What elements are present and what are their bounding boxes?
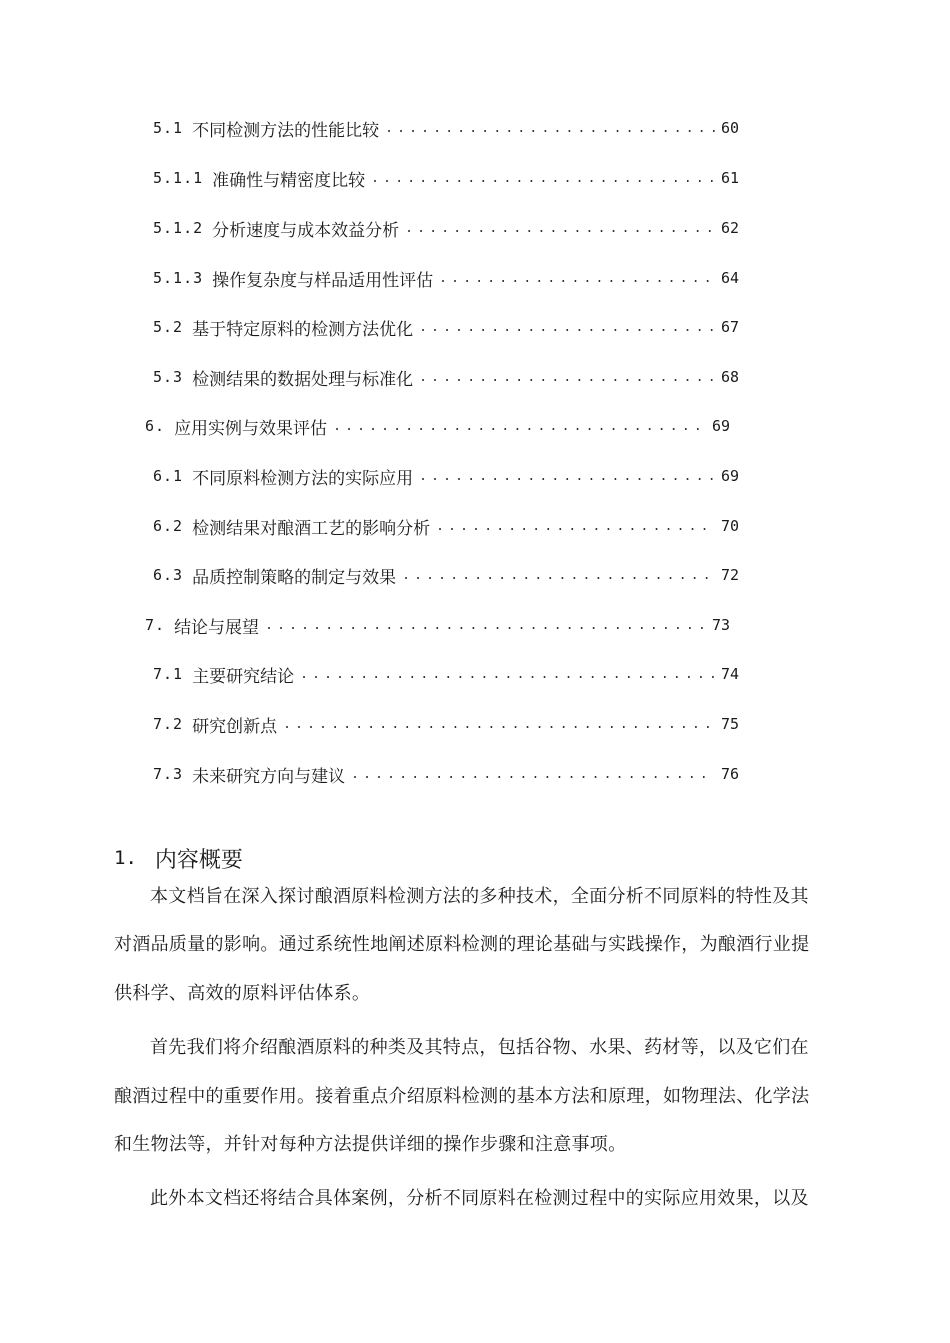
toc-page-number: 64 xyxy=(720,269,739,287)
toc-leader-dots xyxy=(265,618,706,633)
toc-title: 基于特定原料的检测方法优化 xyxy=(192,319,414,340)
paragraph-line: 首先我们将介绍酿酒原料的种类及其特点，包括谷物、水果、药材等，以及它们在 xyxy=(150,1037,809,1058)
toc-entry[interactable] xyxy=(153,215,739,241)
toc-number: 6.1 xyxy=(153,467,184,485)
section-number: 1. xyxy=(114,847,137,870)
toc-entry[interactable] xyxy=(153,364,739,390)
toc-page-number: 69 xyxy=(711,417,730,435)
toc-title: 主要研究结论 xyxy=(192,666,295,687)
toc-title: 操作复杂度与样品适用性评估 xyxy=(212,270,434,291)
toc-title: 不同原料检测方法的实际应用 xyxy=(192,468,414,489)
toc-page-number: 67 xyxy=(720,318,739,336)
toc-title: 品质控制策略的制定与效果 xyxy=(192,567,397,588)
toc-leader-dots xyxy=(405,221,715,236)
toc-leader-dots xyxy=(402,568,715,583)
paragraph-line: 对酒品质量的影响。通过系统性地阐述原料检测的理论基础与实践操作，为酿酒行业提 xyxy=(114,934,810,955)
toc-number: 5.1.3 xyxy=(153,269,204,287)
toc-entry[interactable] xyxy=(153,661,739,687)
toc-number: 5.1 xyxy=(153,119,184,137)
toc-number: 7.2 xyxy=(153,715,184,733)
toc-title: 分析速度与成本效益分析 xyxy=(212,220,400,241)
toc-page-number: 72 xyxy=(720,566,739,584)
toc-title: 研究创新点 xyxy=(192,716,278,737)
toc-number: 6.3 xyxy=(153,566,184,584)
paragraph-line: 和生物法等，并针对每种方法提供详细的操作步骤和注意事项。 xyxy=(114,1134,627,1155)
toc-entry[interactable] xyxy=(153,761,739,787)
toc-entry[interactable] xyxy=(153,314,739,340)
toc-entry[interactable] xyxy=(153,513,739,539)
toc-entry[interactable] xyxy=(145,612,730,638)
toc-number: 5.1.2 xyxy=(153,219,204,237)
toc-page-number: 76 xyxy=(720,765,739,783)
paragraph-line: 酿酒过程中的重要作用。接着重点介绍原料检测的基本方法和原理，如物理法、化学法 xyxy=(114,1086,810,1107)
toc-page-number: 75 xyxy=(720,715,739,733)
toc-leader-dots xyxy=(419,320,715,335)
toc-title: 结论与展望 xyxy=(174,617,260,638)
toc-leader-dots xyxy=(436,519,715,534)
toc-page-number: 60 xyxy=(720,119,739,137)
toc-entry[interactable] xyxy=(153,711,739,737)
toc-entry[interactable] xyxy=(145,413,730,439)
toc-entry[interactable] xyxy=(153,562,739,588)
toc-page-number: 61 xyxy=(720,169,739,187)
toc-page-number: 68 xyxy=(720,368,739,386)
toc-number: 5.3 xyxy=(153,368,184,386)
paragraph-line: 供科学、高效的原料评估体系。 xyxy=(114,983,371,1004)
toc-leader-dots xyxy=(385,121,715,136)
toc-number: 7.1 xyxy=(153,665,184,683)
toc-entry[interactable] xyxy=(153,115,739,141)
toc-number: 5.2 xyxy=(153,318,184,336)
toc-title: 应用实例与效果评估 xyxy=(174,418,328,439)
toc-page-number: 69 xyxy=(720,467,739,485)
toc-entry[interactable] xyxy=(153,463,739,489)
toc-page-number: 73 xyxy=(711,616,730,634)
toc-leader-dots xyxy=(419,370,715,385)
toc-number: 6. xyxy=(145,417,166,435)
toc-leader-dots xyxy=(283,717,715,732)
toc-title: 检测结果的数据处理与标准化 xyxy=(192,369,414,390)
toc-title: 检测结果对酿酒工艺的影响分析 xyxy=(192,518,431,539)
toc-number: 5.1.1 xyxy=(153,169,204,187)
toc-leader-dots xyxy=(300,667,715,682)
toc-leader-dots xyxy=(419,469,715,484)
toc-leader-dots xyxy=(371,171,715,186)
toc-number: 6.2 xyxy=(153,517,184,535)
toc-title: 未来研究方向与建议 xyxy=(192,766,346,787)
toc-page-number: 70 xyxy=(720,517,739,535)
toc-number: 7. xyxy=(145,616,166,634)
toc-leader-dots xyxy=(333,419,706,434)
section-title: 内容概要 xyxy=(154,847,243,873)
toc-page-number: 62 xyxy=(720,219,739,237)
paragraph-line: 此外本文档还将结合具体案例，分析不同原料在检测过程中的实际应用效果，以及 xyxy=(150,1188,809,1209)
toc-entry[interactable] xyxy=(153,165,739,191)
toc-number: 7.3 xyxy=(153,765,184,783)
toc-page-number: 74 xyxy=(720,665,739,683)
section-heading xyxy=(114,843,243,873)
toc-title: 准确性与精密度比较 xyxy=(212,170,366,191)
toc-entry[interactable] xyxy=(153,265,739,291)
toc-leader-dots xyxy=(439,271,715,286)
paragraph-line: 本文档旨在深入探讨酿酒原料检测方法的多种技术，全面分析不同原料的特性及其 xyxy=(150,886,809,907)
toc-leader-dots xyxy=(351,767,715,782)
toc-title: 不同检测方法的性能比较 xyxy=(192,120,380,141)
